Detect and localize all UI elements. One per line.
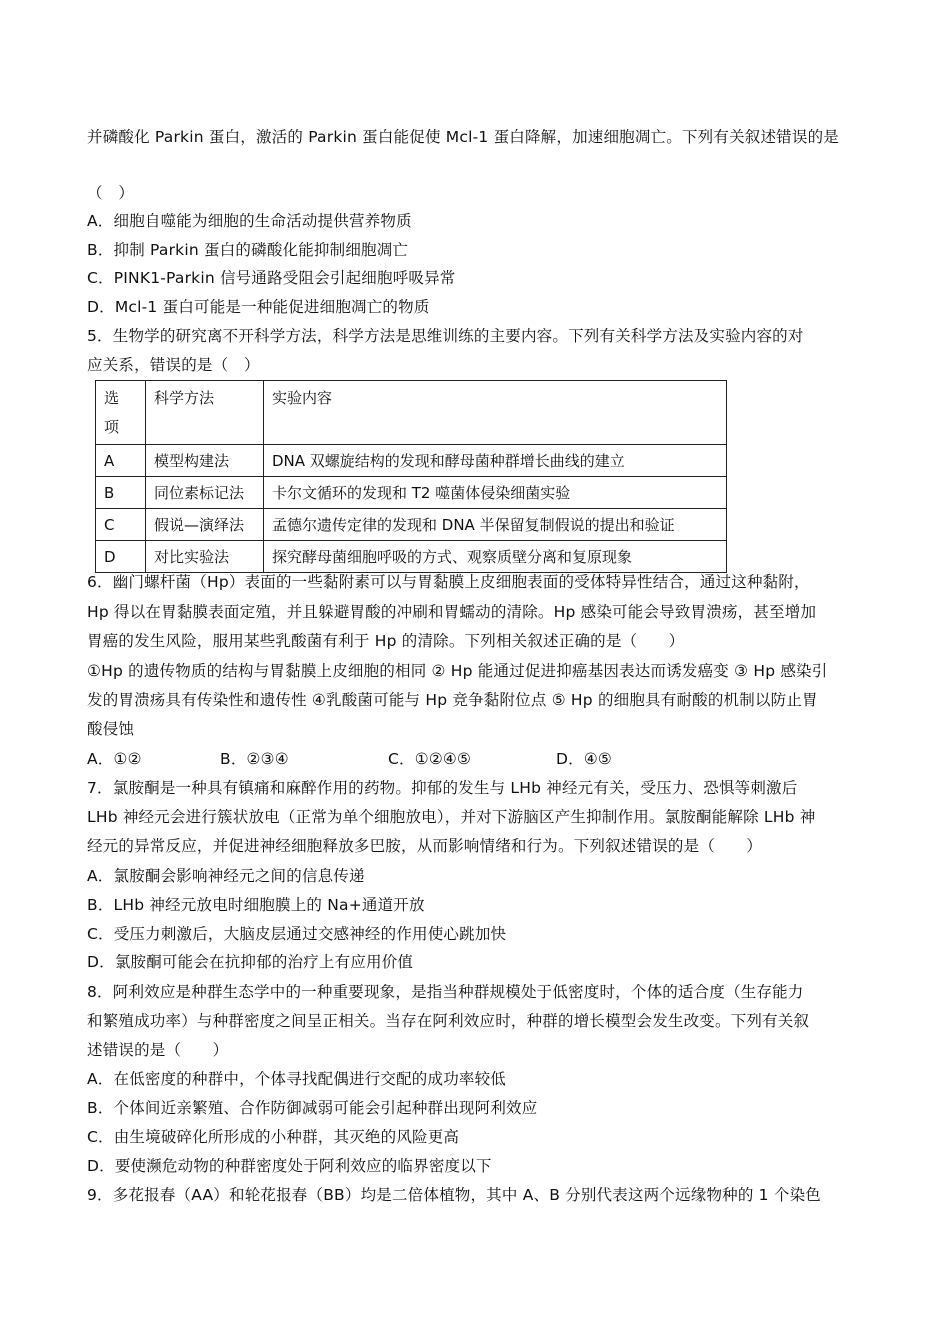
q6-stem-line: 6．幽门螺杆菌（Hp）表面的一些黏附素可以与胃黏膜上皮细胞表面的受体特异性结合，通过这种黏附， [87,573,810,591]
q6-options [87,749,612,769]
header-content: 实验内容 [264,381,727,445]
q7-option-a: A．氯胺酮会影响神经元之间的信息传递 [87,867,365,885]
table-row [96,509,727,541]
q4-option-b: B．抑制 Parkin 蛋白的磷酸化能抑制细胞凋亡 [87,241,409,259]
q6-statement-line: 发的胃溃疡具有传染性和遗传性 ④乳酸菌可能与 Hp 竞争黏附位点 ⑤ Hp 的细胞具有耐酸的机制以防止胃 [87,691,818,709]
row-content: 卡尔文循环的发现和 T2 噬菌体侵染细菌实验 [264,477,727,509]
row-method: 对比实验法 [146,541,264,573]
q7-stem-line: 7．氯胺酮是一种具有镇痛和麻醉作用的药物。抑郁的发生与 LHb 神经元有关，受压力、恐惧等刺激后 [87,779,798,797]
q6-stem-line: Hp 得以在胃黏膜表面定殖，并且躲避胃酸的冲刷和胃蠕动的清除。Hp 感染可能会导致胃溃疡，甚至增加 [87,603,817,621]
header-method: 科学方法 [146,381,264,445]
q8-stem-line: 8．阿利效应是种群生态学中的一种重要现象，是指当种群规模处于低密度时，个体的适合度（生存能力 [87,983,804,1001]
q8-option-b: B．个体间近亲繁殖、合作防御减弱可能会引起种群出现阿利效应 [87,1099,538,1117]
table-header-row [96,381,727,445]
q5-stem-line: 5．生物学的研究离不开科学方法，科学方法是思维训练的主要内容。下列有关科学方法及实验内容的对 [87,327,804,345]
q8-option-d: D．要使濒危动物的种群密度处于阿利效应的临界密度以下 [87,1157,492,1175]
q6-option-d: D．④⑤ [556,750,613,768]
row-option: B [96,477,146,509]
row-method: 假说—演绎法 [146,509,264,541]
table-row [96,477,727,509]
q7-option-c: C．受压力刺激后，大脑皮层通过交感神经的作用使心跳加快 [87,925,507,943]
row-option: C [96,509,146,541]
q8-stem-line: 述错误的是（ ） [87,1041,229,1059]
row-content: 探究酵母菌细胞呼吸的方式、观察质壁分离和复原现象 [264,541,727,573]
q6-stem-line: 胃癌的发生风险，服用某些乳酸菌有利于 Hp 的清除。下列相关叙述正确的是（ ） [87,632,685,650]
q8-option-a: A．在低密度的种群中，个体寻找配偶进行交配的成功率较低 [87,1070,507,1088]
row-option: D [96,541,146,573]
row-method: 模型构建法 [146,445,264,477]
q4-blank: （ ） [87,184,135,202]
q7-stem-line: 经元的异常反应，并促进神经细胞释放多巴胺，从而影响情绪和行为。下列叙述错误的是（ ） [87,837,763,855]
table-row [96,445,727,477]
q6-option-b: B．②③④ [220,750,289,768]
q4-stem: 并磷酸化 Parkin 蛋白，激活的 Parkin 蛋白能促使 Mcl-1 蛋白降解，加速细胞凋亡。下列有关叙述错误的是 [87,128,839,146]
q5-stem-line: 应关系，错误的是（ ） [87,356,260,374]
row-content: DNA 双螺旋结构的发现和酵母菌种群增长曲线的建立 [264,445,727,477]
q6-option-c: C．①②④⑤ [388,750,472,768]
methods-table [95,380,727,573]
q6-option-a: A．①② [87,750,142,768]
q7-option-b: B．LHb 神经元放电时细胞膜上的 Na+通道开放 [87,896,425,914]
q8-option-c: C．由生境破碎化所形成的小种群，其灭绝的风险更高 [87,1128,460,1146]
q4-option-a: A．细胞自噬能为细胞的生命活动提供营养物质 [87,212,412,230]
row-option: A [96,445,146,477]
q7-stem-line: LHb 神经元会进行簇状放电（正常为单个细胞放电），并对下游脑区产生抑制作用。氯胺酮能解除 LHb 神 [87,808,816,826]
q4-option-d: D．Mcl-1 蛋白可能是一种能促进细胞凋亡的物质 [87,298,430,316]
header-option: 选 项 [96,381,146,445]
row-method: 同位素标记法 [146,477,264,509]
q9-stem-line: 9．多花报春（AA）和轮花报春（BB）均是二倍体植物，其中 A、B 分别代表这两个远缘物种的 1 个染色 [87,1186,821,1204]
q6-statement-line: 酸侵蚀 [87,720,135,738]
q7-option-d: D．氯胺酮可能会在抗抑郁的治疗上有应用价值 [87,953,414,971]
q6-statement-line: ①Hp 的遗传物质的结构与胃黏膜上皮细胞的相同 ② Hp 能通过促进抑癌基因表达而诱发癌变 ③ Hp 感染引 [87,662,828,680]
table-row [96,541,727,573]
row-content: 孟德尔遗传定律的发现和 DNA 半保留复制假说的提出和验证 [264,509,727,541]
q4-option-c: C．PINK1-Parkin 信号通路受阻会引起细胞呼吸异常 [87,269,456,287]
q8-stem-line: 和繁殖成功率）与种群密度之间呈正相关。当存在阿利效应时，种群的增长模型会发生改变。下列有关叙 [87,1012,810,1030]
